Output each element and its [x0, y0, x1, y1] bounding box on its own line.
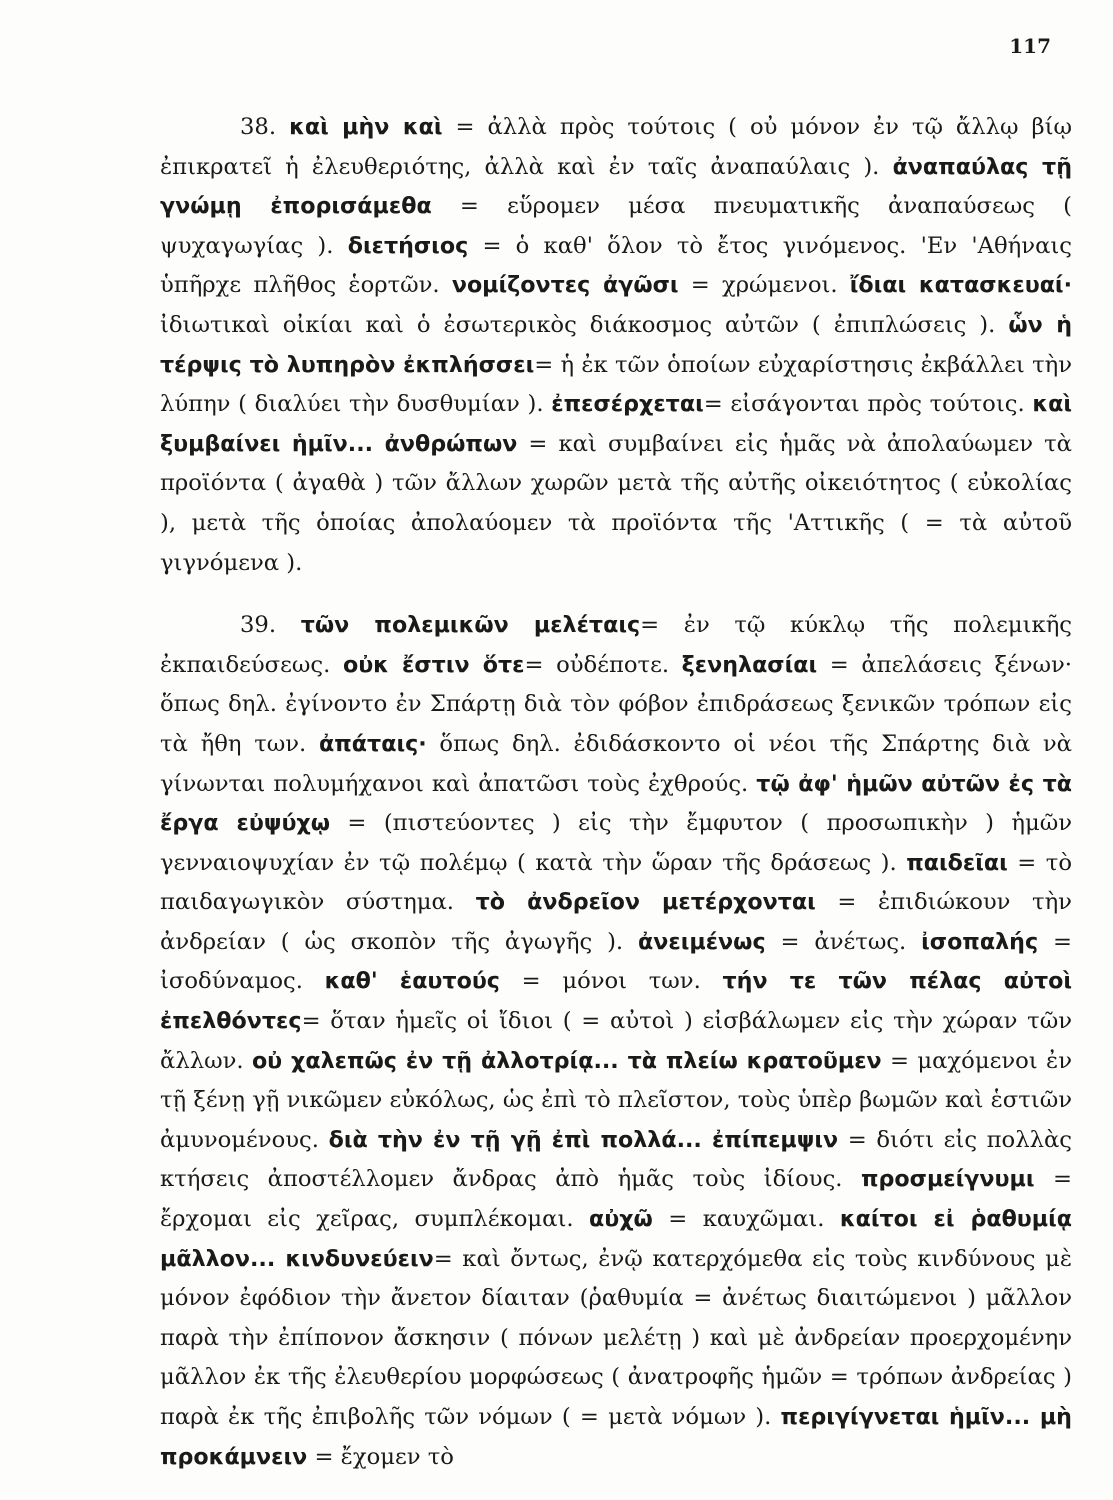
paragraph-number: 39. [240, 612, 277, 639]
gloss-text: = ἰσοδύναμος. [160, 928, 1072, 995]
lemma-term: καὶ ξυμβαίνει ἡμῖν... ἀνθρώπων [160, 391, 1072, 457]
paragraph-39 [160, 606, 1072, 1477]
gloss-text: ἰδιωτικαὶ οἰκίαι καὶ ὁ ἐσωτερικὸς διάκοσμος αὐτῶν ( ἐπιπλώσεις ). [160, 311, 1009, 338]
lemma-term: ἀνειμένως [638, 928, 766, 955]
gloss-text: = εὕρομεν μέσα πνευματικῆς ἀναπαύσεως ( ψυχαγωγίας ). [160, 193, 1072, 259]
lemma-term: τὸ ἀνδρεῖον μετέρχονται [475, 889, 816, 916]
lemma-term: ξενηλασίαι [681, 651, 818, 678]
gloss-text: = ἀπελάσεις ξένων· ὅπως δηλ. ἐγίνοντο ἐν Σπάρτῃ διὰ τὸν φόβον ἐπιδράσεως ξενικῶν τρόπων εἰς τὰ ἤθη των. [160, 651, 1073, 757]
lemma-term: καίτοι εἰ ῥαθυμίᾳ μᾶλλον... κινδυνεύειν [160, 1206, 1073, 1272]
body-text [160, 108, 1072, 1477]
lemma-term: καθ' ἑαυτούς [324, 968, 500, 995]
lemma-term: τήν τε τῶν πέλας αὐτοὶ ἐπελθόντες [160, 968, 1073, 1035]
lemma-term: ἐπεσέρχεται [551, 391, 704, 418]
gloss-text: = ἡ ἐκ τῶν ὁποίων εὐχαρίστησις ἐκβάλλει τὴν λύπην ( διαλύει τὴν δυσθυμίαν ). [160, 351, 1073, 418]
gloss-text: = ἐν τῷ κύκλῳ τῆς πολεμικῆς ἐκπαιδεύσεως. [160, 612, 1072, 678]
lemma-term: τῷ ἀφ' ἡμῶν αὐτῶν ἐς τὰ ἔργα εὐψύχῳ [160, 770, 1072, 837]
lemma-term: ἀπάταις· [319, 730, 427, 757]
gloss-text: = μαχόμενοι ἐν τῇ ξένῃ γῇ νικῶμεν εὐκόλως, ὡς ἐπὶ τὸ πλεῖστον, τοὺς ὑπὲρ βωμῶν καὶ ἑστιῶν ἀμυνομένους. [160, 1047, 1072, 1153]
gloss-text: = ἀνέτως. [765, 928, 922, 955]
gloss-text: = καὶ ὄντως, ἐνῷ κατερχόμεθα εἰς τοὺς κινδύνους μὲ μόνον ἐφόδιον τὴν ἄνετον δίαιταν (ῥαθυμία = ἀνέτως διαιτώμενοι ) μᾶλλον παρὰ τὴν ἐπίπονον ἄσκησιν ( πόνων μελέτῃ ) καὶ μὲ ἀνδρείαν προερχομένην μᾶλλον ἐκ τῆς ἐλευθερίου μορφώσεως ( ἀνατροφῆς ἡμῶν = τρόπων ἀνδρείας ) παρὰ ἐκ τῆς ἐπιβολῆς τῶν νόμων ( = μετὰ νόμων ). [160, 1245, 1072, 1430]
gloss-text: = (πιστεύοντες ) εἰς τὴν ἔμφυτον ( προσωπικὴν ) ἡμῶν γενναιοψυχίαν ἐν τῷ πολέμῳ ( κατὰ τὴν ὥραν τῆς δράσεως ). [160, 810, 1073, 876]
lemma-term: ὧν ἡ τέρψις τὸ λυπηρὸν ἐκπλήσσει [160, 311, 1072, 378]
lemma-term: ἴδιαι κατασκευαί· [849, 272, 1073, 299]
gloss-text: = ἔρχομαι εἰς χεῖρας, συμπλέκομαι. [160, 1166, 1072, 1233]
gloss-text: = τὸ παιδαγωγικὸν σύστημα. [160, 849, 1072, 916]
lemma-term: παιδεῖαι [906, 849, 1008, 876]
gloss-text: = καὶ συμβαίνει εἰς ἡμᾶς νὰ ἀπολαύωμεν τὰ προϊόντα ( ἀγαθὰ ) τῶν ἄλλων χωρῶν μετὰ τῆς αὐτῆς οἰκειότητος ( εὐκολίας ), μετὰ τῆς ὁποίας ἀπολαύομεν τὰ προϊόντα τῆς 'Αττικῆς ( = τὰ αὐτοῦ γιγνόμενα ). [160, 430, 1072, 576]
paragraph-38 [160, 108, 1072, 583]
lemma-term: οὐ χαλεπῶς ἐν τῇ ἀλλοτρίᾳ... τὰ πλείω κρατοῦμεν [251, 1047, 882, 1074]
lemma-term: ἀναπαύλας τῇ γνώμῃ ἐπορισάμεθα [160, 153, 1072, 220]
gloss-text: = καυχῶμαι. [652, 1206, 840, 1233]
lemma-term: περιγίγνεται ἡμῖν... μὴ προκάμνειν [160, 1404, 1072, 1470]
gloss-text: = μόνοι των. [499, 968, 723, 995]
gloss-text: ὅπως δηλ. ἐδιδάσκοντο οἱ νέοι τῆς Σπάρτης διὰ νὰ γίνωνται πολυμήχανοι καὶ ἀπατῶσι τοὺς ἐχθρούς. [160, 730, 1073, 797]
lemma-term: οὐκ ἔστιν ὅτε [342, 651, 525, 678]
gloss-text: = ὁ καθ' ὅλον τὸ ἔτος γινόμενος. 'Εν 'Αθήναις ὑπῆρχε πλῆθος ἑορτῶν. [160, 232, 1072, 299]
lemma-term: καὶ μὴν καὶ [289, 114, 443, 140]
gloss-text: = χρώμενοι. [678, 272, 850, 299]
gloss-text: = ἔχομεν τὸ [307, 1443, 454, 1470]
lemma-term: νομίζοντες ἀγῶσι [451, 272, 679, 299]
lemma-term: τῶν πολεμικῶν μελέταις [300, 612, 641, 639]
gloss-text: = διότι εἰς πολλὰς κτήσεις ἀποστέλλομεν ἄνδρας ἀπὸ ἡμᾶς τοὺς ἰδίους. [160, 1126, 1072, 1193]
lemma-term: ἰσοπαλής [921, 928, 1039, 955]
lemma-term: αὐχῶ [589, 1206, 653, 1233]
gloss-text: = ἀλλὰ πρὸς τούτοις ( οὐ μόνον ἐν τῷ ἄλλῳ βίῳ ἐπικρατεῖ ἡ ἐλευθεριότης, ἀλλὰ καὶ ἐν ταῖς ἀναπαύλαις ). [160, 114, 1072, 180]
lemma-term: προσμείγνυμι [861, 1166, 1035, 1193]
gloss-text: = οὐδέποτε. [524, 651, 682, 678]
page-number: 117 [1009, 34, 1051, 58]
gloss-text: = εἰσάγονται πρὸς τούτοις. [703, 391, 1033, 418]
paragraph-number: 38. [240, 114, 277, 140]
lemma-term: διὰ τὴν ἐν τῇ γῇ ἐπὶ πολλά... ἐπίπεμψιν [328, 1126, 839, 1153]
gloss-text: = ἐπιδιώκουν τὴν ἀνδρείαν ( ὡς σκοπὸν τῆς ἀγωγῆς ). [160, 889, 1072, 955]
lemma-term: διετήσιος [347, 232, 469, 259]
gloss-text: = ὅταν ἡμεῖς οἱ ἴδιοι ( = αὐτοὶ ) εἰσβάλωμεν εἰς τὴν χώραν τῶν ἄλλων. [160, 1008, 1072, 1074]
